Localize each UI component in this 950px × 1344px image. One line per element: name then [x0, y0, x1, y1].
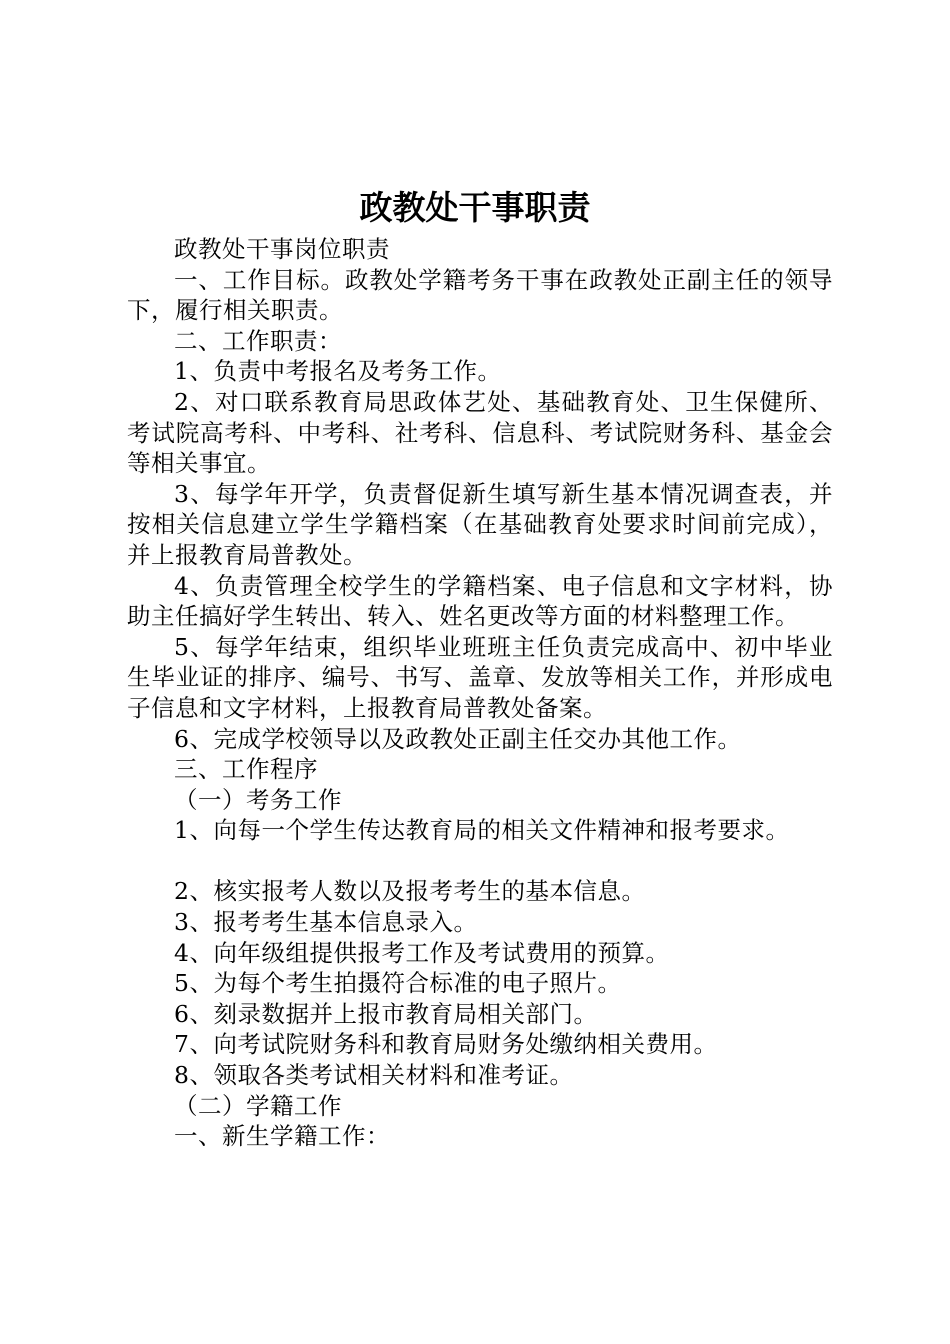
- document-title: 政教处干事职责: [359, 188, 591, 227]
- paragraph-exam-5: 5、为每个考生拍摄符合标准的电子照片。: [174, 969, 622, 998]
- paragraph-exam-4: 4、向年级组提供报考工作及考试费用的预算。: [174, 938, 670, 967]
- paragraph-procedure-heading: 三、工作程序: [174, 755, 318, 784]
- paragraph-exam-heading: （一）考务工作: [174, 785, 342, 814]
- paragraph-blank: [127, 846, 833, 877]
- document-body: [127, 234, 833, 1152]
- paragraph-enrollment-heading: （二）学籍工作: [174, 1091, 342, 1120]
- paragraph-duty-6: 6、完成学校领导以及政教处正副主任交办其他工作。: [174, 724, 742, 753]
- paragraph-exam-6: 6、刻录数据并上报市教育局相关部门。: [174, 999, 598, 1028]
- paragraph-exam-1: 1、向每一个学生传达教育局的相关文件精神和报考要求。: [174, 816, 790, 845]
- paragraph-duty-2: 2、对口联系教育局思政体艺处、基础教育处、卫生保健所、考试院高考科、中考科、社考科、信息科、考试院财务科、基金会等相关事宜。: [127, 387, 833, 478]
- paragraph-duties-heading: 二、工作职责：: [174, 326, 342, 355]
- paragraph-duty-5: 5、每学年结束，组织毕业班班主任负责完成高中、初中毕业生毕业证的排序、编号、书写、盖章、发放等相关工作，并形成电子信息和文字材料，上报教育局普教处备案。: [127, 632, 833, 722]
- paragraph-duty-1: 1、负责中考报名及考务工作。: [174, 357, 502, 386]
- paragraph-enrollment-1: 一、新生学籍工作：: [174, 1122, 390, 1151]
- paragraph-duty-4: 4、负责管理全校学生的学籍档案、电子信息和文字材料，协助主任搞好学生转出、转入、姓名更改等方面的材料整理工作。: [127, 571, 833, 631]
- paragraph-duty-3: 3、每学年开学，负责督促新生填写新生基本情况调查表，并按相关信息建立学生学籍档案（在基础教育处要求时间前完成），并上报教育局普教处。: [127, 479, 833, 569]
- paragraph-heading: 政教处干事岗位职责: [174, 235, 390, 263]
- paragraph-exam-3: 3、报考考生基本信息录入。: [174, 908, 478, 937]
- paragraph-exam-7: 7、向考试院财务科和教育局财务处缴纳相关费用。: [174, 1030, 718, 1059]
- paragraph-exam-2: 2、核实报考人数以及报考考生的基本信息。: [174, 877, 646, 906]
- paragraph-goal: 一、工作目标。政教处学籍考务干事在政教处正副主任的领导下，履行相关职责。: [127, 265, 833, 325]
- paragraph-exam-8: 8、领取各类考试相关材料和准考证。: [174, 1061, 574, 1090]
